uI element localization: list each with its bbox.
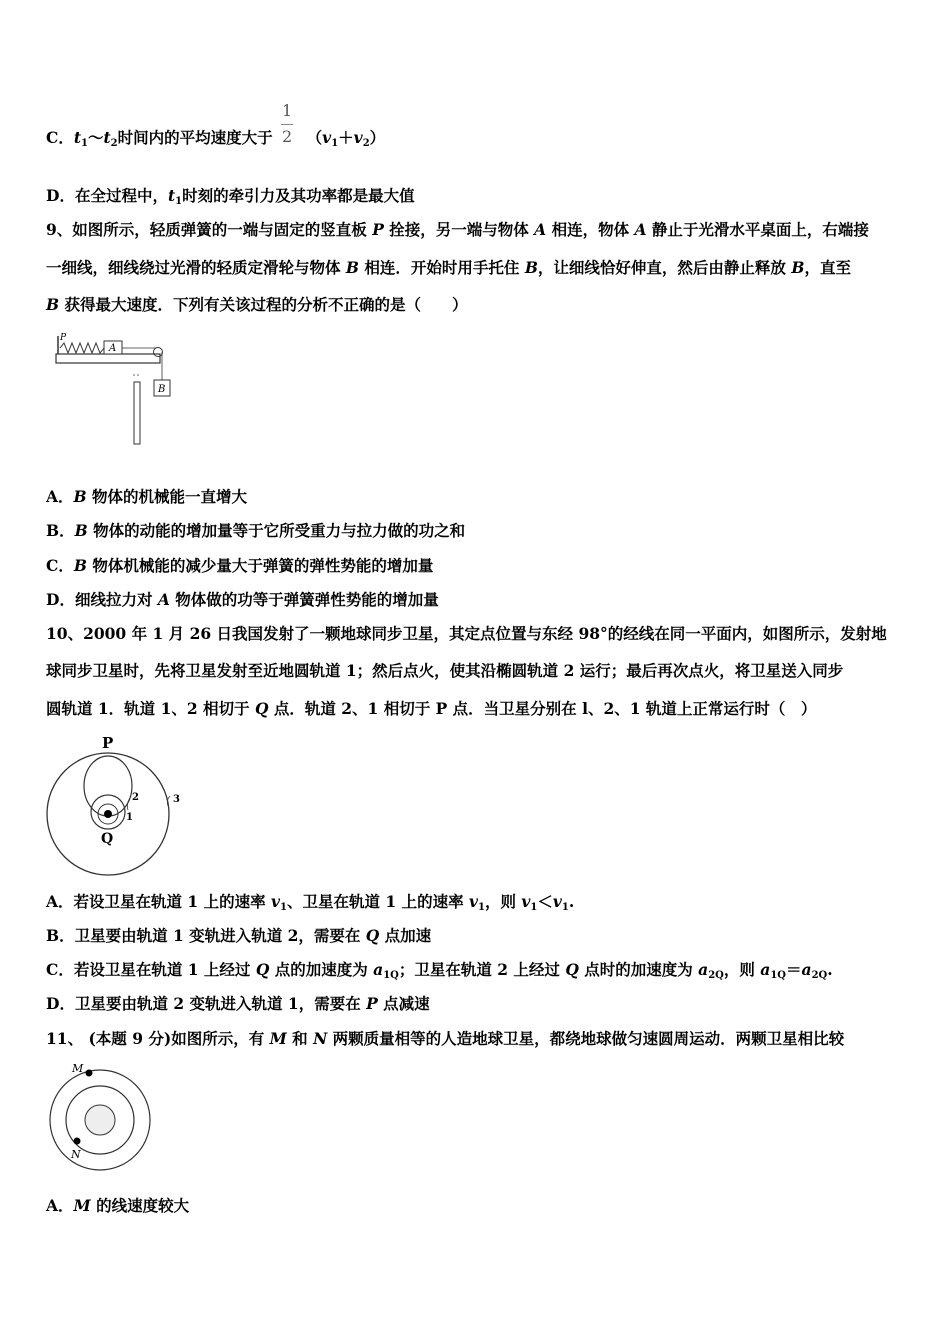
label-B: B [158,384,166,395]
q11-satellite-figure [44,1060,156,1172]
fraction-bar [281,124,293,125]
fraction-denominator: 2 [282,127,293,146]
q8-option-d: D．在全过程中，$t_1$时刻的牵引力及其功率都是最大值 [46,186,415,207]
label-3: 3 [173,794,180,805]
pulley [154,348,163,357]
q9-stem-line3: B 获得最大速度．下列有关该过程的分析不正确的是（ ） [46,295,468,314]
q11-stem-line1: 11、 (本题 9 分)如图所示，有 M 和 N 两颗质量相等的人造地球卫星，都绕地球做匀速圆周运动．两颗卫星相比较 [46,1029,845,1048]
q9-spring-pulley-figure [50,328,180,448]
q10-option-a: A．若设卫星在轨道 1 上的速率 $v_1$、卫星在轨道 1 上的速率 $v_1$，则 $v_1<v_1$. [46,892,575,913]
label-2: 2 [132,792,139,803]
q9-stem-line1: 9、如图所示，轻质弹簧的一端与固定的竖直板 P 拴接，另一端与物体 A 相连，物体 A 静止于光滑水平桌面上，右端接 [46,220,869,239]
earth [85,1105,115,1135]
q10-stem-line2: 球同步卫星时，先将卫星发射至近地圆轨道 1；然后点火，使其沿椭圆轨道 2 运行；最后再次点火，将卫星送入同步 [46,661,844,680]
q9-option-b: B．B 物体的动能的增加量等于它所受重力与拉力做的功之和 [46,521,466,540]
label-1: 1 [126,812,133,823]
label-N: N [71,1148,81,1161]
q10-orbit-figure [42,730,192,880]
q10-option-d: D．卫星要由轨道 2 变轨进入轨道 1，需要在 P 点减速 [46,994,430,1013]
table [56,354,160,363]
q10-stem-line3: 圆轨道 1．轨道 1、2 相切于 Q 点．轨道 2、1 相切于 P 点．当卫星分别在 l、2、1 轨道上正常运行时（ ） [46,699,817,718]
q8-option-c: C．$t_1\sim t_2$时间内的平均速度大于 $(v_1+v_2)$ [46,128,386,149]
support-post [134,382,140,444]
label-M: M [72,1062,84,1075]
label-A: A [109,343,117,354]
q9-stem-line2: 一细线，细线绕过光滑的轻质定滑轮与物体 B 相连．开始时用手托住 B，让细线恰好伸直，然后由静止释放 B，直至 [46,258,851,277]
satellite-M [86,1070,93,1077]
earth-core [104,810,112,818]
q10-stem-line1: 10、2000 年 1 月 26 日我国发射了一颗地球同步卫星，其定点位置与东经 98°的经线在同一平面内，如图所示，发射地 [46,624,887,643]
satellite-N [74,1138,81,1145]
label-Q: Q [101,831,114,847]
q9-option-c: C．B 物体机械能的减少量大于弹簧的弹性势能的增加量 [46,556,434,575]
q9-option-d: D．细线拉力对 A 物体做的功等于弹簧弹性势能的增加量 [46,590,439,609]
fraction-numerator: 1 [282,101,293,120]
label-P: P [60,333,67,343]
spring [60,343,104,353]
q9-option-a: A．B 物体的机械能一直增大 [46,487,248,506]
label-P: P [102,734,114,752]
q11-option-a: A．M 的线速度较大 [46,1196,190,1215]
q10-option-b: B．卫星要由轨道 1 变轨进入轨道 2，需要在 Q 点加速 [46,926,432,945]
q10-option-c: C．若设卫星在轨道 1 上经过 Q 点的加速度为 $a_{1Q}$；卫星在轨道 2 上经过 Q 点时的加速度为 $a_{2Q}$，则 $a_{1Q}=a_{2Q}$. [46,960,833,981]
